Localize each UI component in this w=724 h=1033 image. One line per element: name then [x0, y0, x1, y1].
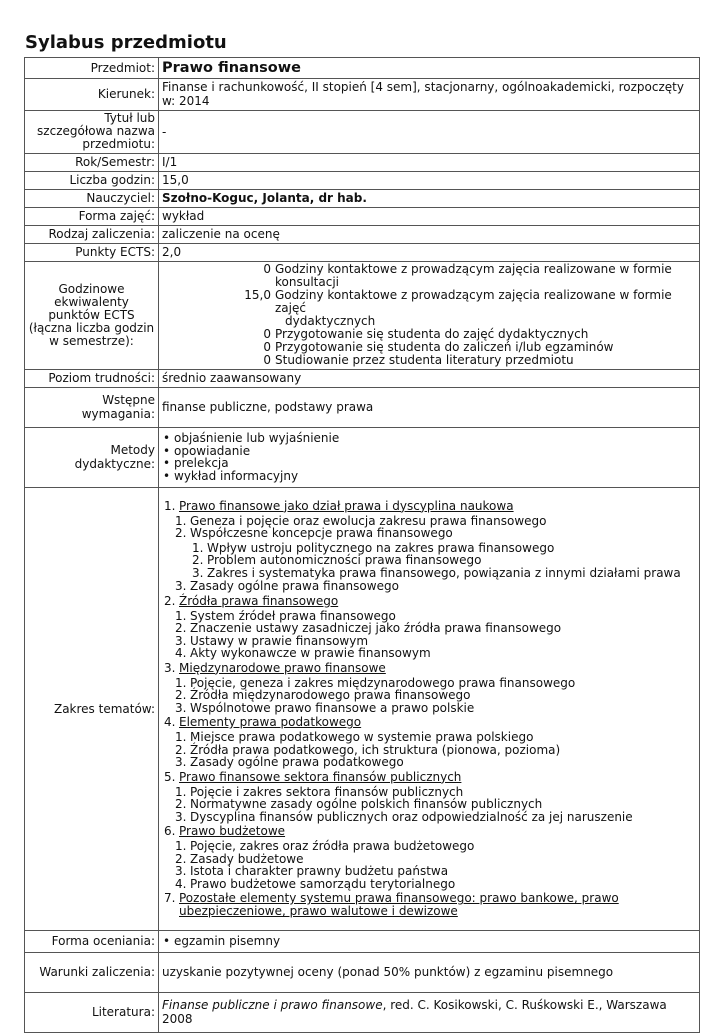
label-poziom: Poziom trudności: [25, 370, 159, 388]
value-metody [159, 428, 700, 488]
list-item: • egzamin pisemny [162, 935, 696, 948]
subtopic-item [173, 647, 696, 660]
value-ocenianie [159, 931, 700, 953]
subtopic-text: Znaczenie ustawy zasadniczej jako źródła prawa finansowego [190, 621, 562, 636]
subtopic-number: 4. [175, 876, 187, 891]
subtopic-text: Zasady ogólne prawa podatkowego [190, 755, 404, 770]
subtopic-list [173, 731, 696, 769]
subtopic-number: 1. [175, 839, 187, 854]
subsubtopic-text: Zakres i systematyka prawa finansowego, powiązania z innymi działami prawa [207, 565, 681, 580]
subtopic-number: 1. [175, 608, 187, 623]
subtopic-number: 2. [175, 797, 187, 812]
topic-title: Źródła prawa finansowego [179, 593, 339, 608]
subtopic-text: Normatywne zasady ogólne polskich finansów publicznych [190, 797, 543, 812]
syllabus-table [24, 57, 700, 1033]
row-kierunek [25, 79, 700, 111]
subtopic-text: Ustawy w prawie finansowym [190, 633, 369, 648]
row-forma [25, 208, 700, 226]
value-forma: wykład [159, 208, 700, 226]
topic-title: Elementy prawa podatkowego [179, 715, 362, 730]
subtopic-number: 2. [175, 526, 187, 541]
value-rodzaj: zaliczenie na ocenę [159, 226, 700, 244]
list-item: • opowiadanie [162, 445, 696, 458]
label-ects: Punkty ECTS: [25, 244, 159, 262]
list-item: • prelekcja [162, 457, 696, 470]
label-warunki: Warunki zaliczenia: [25, 953, 159, 993]
topic-item [162, 595, 696, 660]
row-godziny [25, 172, 700, 190]
assessment-list [162, 935, 696, 948]
row-metody [25, 428, 700, 488]
subtopic-list [173, 677, 696, 715]
subtopic-number: 3. [175, 809, 187, 824]
topic-title: Prawo finansowe sektora finansów publicznych [179, 769, 462, 784]
value-przedmiot: Prawo finansowe [159, 58, 700, 79]
hours-label: Przygotowanie się studenta do zaliczeń i/lub egzaminów [275, 340, 614, 354]
topic-item [162, 771, 696, 824]
subtopic-text: Pojęcie i zakres sektora finansów publicznych [190, 784, 464, 799]
value-warunki: uzyskanie pozytywnej oceny (ponad 50% punktów) z egzaminu pisemnego [159, 953, 700, 993]
row-warunki [25, 953, 700, 993]
label-ekwiwalent: Godzinowe ekwiwalenty punktów ECTS (łączna liczba godzin w semestrze): [25, 262, 159, 370]
value-wymagania: finanse publiczne, podstawy prawa [159, 388, 700, 428]
subtopic-number: 2. [175, 851, 187, 866]
value-tytul: - [159, 111, 700, 154]
value-ekwiwalent [159, 262, 700, 370]
label-wymagania: Wstępne wymagania: [25, 388, 159, 428]
subtopic-item [173, 702, 696, 715]
subtopic-list [173, 515, 696, 593]
row-rok [25, 154, 700, 172]
list-item: • objaśnienie lub wyjaśnienie [162, 432, 696, 445]
subtopic-number: 1. [175, 513, 187, 528]
subsubtopic-number: 1. [192, 540, 204, 555]
literature-details: , red. C. Kosikowski, C. Ruśkowski E., Warszawa 2008 [162, 998, 667, 1026]
topic-title: Pozostałe elementy systemu prawa finansowego: prawo bankowe, prawo ubezpieczeniowe, prawo walutowe i dewizowe [179, 891, 619, 919]
subtopic-item [173, 580, 696, 593]
row-zakres [25, 488, 700, 931]
subtopic-number: 2. [175, 688, 187, 703]
topic-item [162, 716, 696, 769]
subtopic-list [173, 840, 696, 890]
subtopic-item [173, 811, 696, 824]
hours-label: Godziny kontaktowe z prowadzącym zajęcia realizowane w formie konsultacji [275, 262, 672, 289]
topic-item [162, 892, 696, 918]
subtopic-number: 2. [175, 742, 187, 757]
subsubtopic-item [190, 567, 696, 580]
hours-label: Godziny kontaktowe z prowadzącym zajęcia realizowane w formie zajęć [275, 288, 672, 315]
topic-title: Prawo finansowe jako dział prawa i dyscyplina naukowa [179, 498, 514, 513]
page-title: Sylabus przedmiotu [25, 32, 227, 53]
label-zakres: Zakres tematów: [25, 488, 159, 931]
subtopic-number: 3. [175, 755, 187, 770]
value-rok: I/1 [159, 154, 700, 172]
row-rodzaj [25, 226, 700, 244]
subtopic-number: 3. [175, 700, 187, 715]
subtopic-text: Źródła międzynarodowego prawa finansowego [190, 688, 471, 703]
topic-number: 3. [164, 660, 176, 675]
subtopic-text: Miejsce prawa podatkowego w systemie prawa polskiego [190, 730, 534, 745]
row-ekwiwalent [25, 262, 700, 370]
value-godziny: 15,0 [159, 172, 700, 190]
label-literatura: Literatura: [25, 993, 159, 1033]
subtopic-number: 1. [175, 730, 187, 745]
hours-list [237, 263, 699, 367]
value-zakres [159, 488, 700, 931]
value-kierunek: Finanse i rachunkowość, II stopień [4 sem], stacjonarny, ogólnoakademicki, rozpoczęty w: 2014 [159, 79, 700, 111]
subsubtopic-list [190, 542, 696, 580]
hours-label-cont: dydaktycznych [285, 314, 376, 328]
subtopic-text: Pojęcie, zakres oraz źródła prawa budżetowego [190, 839, 475, 854]
subtopic-text: Dyscyplina finansów publicznych oraz odpowiedzialność za jej naruszenie [190, 809, 633, 824]
subtopic-text: Pojęcie, geneza i zakres międzynarodowego prawa finansowego [190, 675, 576, 690]
hours-value: 15,0 [244, 288, 271, 302]
label-tytul: Tytuł lub szczegółowa nazwa przedmiotu: [25, 111, 159, 154]
subtopic-number: 3. [175, 579, 187, 594]
row-ocenianie [25, 931, 700, 953]
topic-number: 7. [164, 891, 176, 906]
row-tytul [25, 111, 700, 154]
row-literatura [25, 993, 700, 1033]
subtopic-text: Akty wykonawcze w prawie finansowym [190, 646, 431, 661]
topic-number: 2. [164, 593, 176, 608]
subtopic-number: 2. [175, 621, 187, 636]
topic-number: 6. [164, 824, 176, 839]
row-przedmiot [25, 58, 700, 79]
subtopic-text: System źródeł prawa finansowego [190, 608, 396, 623]
methods-list [162, 432, 696, 482]
label-kierunek: Kierunek: [25, 79, 159, 111]
label-przedmiot: Przedmiot: [25, 58, 159, 79]
subtopic-text: Zasady ogólne prawa finansowego [190, 579, 399, 594]
literature-title: Finanse publiczne i prawo finansowe [162, 998, 383, 1012]
topic-title: Międzynarodowe prawo finansowe [179, 660, 386, 675]
subsubtopic-number: 3. [192, 565, 204, 580]
label-rok: Rok/Semestr: [25, 154, 159, 172]
label-ocenianie: Forma oceniania: [25, 931, 159, 953]
hours-value: 0 [263, 327, 271, 341]
row-wymagania [25, 388, 700, 428]
subtopic-text: Źródła prawa podatkowego, ich struktura (pionowa, pozioma) [190, 742, 561, 757]
topic-item [162, 500, 696, 593]
subtopic-text: Współczesne koncepcje prawa finansowego [190, 526, 453, 541]
subsubtopic-text: Wpływ ustroju politycznego na zakres prawa finansowego [207, 540, 555, 555]
subsubtopic-text: Problem autonomiczności prawa finansowego [207, 553, 482, 568]
value-poziom: średnio zaawansowany [159, 370, 700, 388]
subtopic-text: Prawo budżetowe samorządu terytorialnego [190, 876, 456, 891]
hours-value: 0 [263, 262, 271, 276]
topic-title: Prawo budżetowe [179, 824, 286, 839]
subtopic-number: 1. [175, 784, 187, 799]
subtopic-list [173, 786, 696, 824]
topic-number: 1. [164, 498, 176, 513]
list-item: • wykład informacyjny [162, 470, 696, 483]
label-rodzaj: Rodzaj zaliczenia: [25, 226, 159, 244]
value-ects: 2,0 [159, 244, 700, 262]
hours-label: Studiowanie przez studenta literatury przedmiotu [275, 353, 574, 367]
hours-label: Przygotowanie się studenta do zajęć dydaktycznych [275, 327, 589, 341]
subsubtopic-number: 2. [192, 553, 204, 568]
topics-list [162, 500, 696, 919]
subtopic-number: 3. [175, 633, 187, 648]
subtopic-text: Geneza i pojęcie oraz ewolucja zakresu prawa finansowego [190, 513, 547, 528]
subtopic-number: 3. [175, 864, 187, 879]
subtopic-item [173, 878, 696, 891]
label-forma: Forma zajęć: [25, 208, 159, 226]
label-godziny: Liczba godzin: [25, 172, 159, 190]
topic-item [162, 662, 696, 715]
value-nauczyciel: Szołno-Koguc, Jolanta, dr hab. [159, 190, 700, 208]
hours-value: 0 [263, 353, 271, 367]
row-ects [25, 244, 700, 262]
row-nauczyciel [25, 190, 700, 208]
subtopic-item [173, 756, 696, 769]
topic-number: 5. [164, 769, 176, 784]
subtopic-list [173, 610, 696, 660]
hours-value: 0 [263, 340, 271, 354]
value-literatura [159, 993, 700, 1033]
subtopic-item [173, 527, 696, 579]
subtopic-text: Istota i charakter prawny budżetu państwa [190, 864, 449, 879]
topic-item [162, 825, 696, 890]
subtopic-number: 1. [175, 675, 187, 690]
label-nauczyciel: Nauczyciel: [25, 190, 159, 208]
topic-number: 4. [164, 715, 176, 730]
subtopic-text: Wspólnotowe prawo finansowe a prawo polskie [190, 700, 475, 715]
row-poziom [25, 370, 700, 388]
label-metody: Metody dydaktyczne: [25, 428, 159, 488]
subtopic-number: 4. [175, 646, 187, 661]
subtopic-text: Zasady budżetowe [190, 851, 304, 866]
